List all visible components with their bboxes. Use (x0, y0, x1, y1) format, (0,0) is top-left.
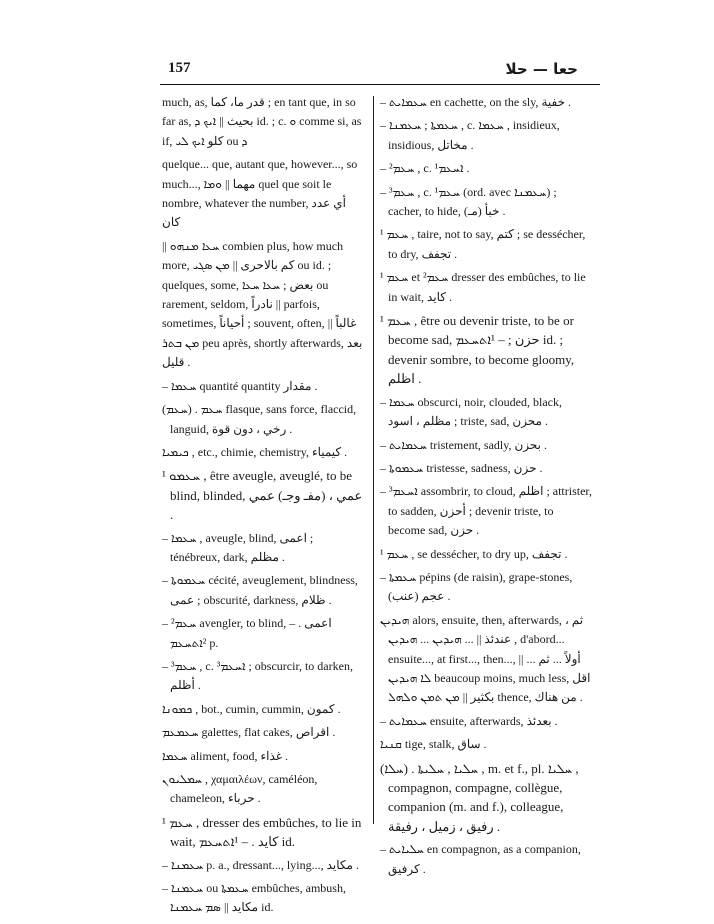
dictionary-entry: ¹ ܚܥܡ , dresser des embûches, to lie in wait, كايد . – ¹ܐܬܚܥܡ id. (162, 814, 362, 850)
dictionary-entry: – ܚܥܡܐܝܬ tristement, sadly, بحزن . (380, 437, 547, 452)
dictionary-entry: – ܚܥܡܐ quantité quantity مقدار . (162, 378, 318, 393)
header-rule (160, 84, 600, 85)
dictionary-entry: – ³ܐܚܥܡ assombrir, to cloud, اظلم ; attrister, to sadden, أحزن ; devenir triste, to become sad, حزن . (380, 484, 592, 538)
running-head: حعا — حلا (505, 60, 578, 78)
dictionary-entry: ܚܡܠܝܘܢ , χαμαιλέων, caméléon, chameleon, حرباء . (162, 772, 318, 806)
dictionary-entry: ܚܥܡܥܡ galettes, flat cakes, اقراص . (162, 725, 336, 740)
dictionary-entry: – ܚܥܡܬܐ ; ܚܥܡܢܐ , c. ܚܥܡܐ , insidieux, insidious, مخاتل . (380, 118, 560, 152)
dictionary-entry: – ܚܥܡܢܐ ou ܚܥܡܬܐ embûches, ambush, مكايد || ܣܡ ܚܥܡܢܐ id. (162, 881, 346, 915)
dictionary-entry: – ²ܚܥܡ , c. ¹ܐܚܥܡ . (380, 161, 470, 176)
dictionary-entry: ¹ ܚܥܡ , se dessécher, to dry up, تجفف . (380, 546, 568, 561)
dictionary-entry: – ܚܠܝܐܝܬ en compagnon, as a companion, كرفيق . (380, 842, 581, 876)
dictionary-entry: much, as, قدر ما، كما ; en tant que, in so far as, بحيث || ܐܝܟ ܕ id. ; c. ܘ comme si, as if, كلو ܐܝܟ ܠܝ ou ܕ (162, 95, 362, 148)
right-column (380, 93, 592, 883)
left-column (162, 93, 366, 922)
dictionary-entry: ¹ ܚܥܡܘ , être aveugle, aveuglé, to be blind, blinded, عمي ، (مفـ وجـ) عمي . (162, 468, 363, 523)
dictionary-entry: – ܚܥܡܬܐ pépins (de raisin), grape-stones, عجم (عنب) . (380, 569, 573, 604)
dictionary-entry: – ³ܚܥܡ , c. ³ܐܚܥܡ ; obscurcir, to darken, أظلم . (162, 658, 353, 693)
dictionary-entry: – ܚܥܡܘܬܐ tristesse, sadness, حزن . (380, 460, 543, 475)
dictionary-entry: ܟܝܡܝܐ , etc., chimie, chemistry, كيمياء . (162, 444, 348, 459)
dictionary-entry: ¹ ܚܥܡ , taire, not to say, كتم ; se dessécher, to dry, تجفف . (380, 227, 586, 261)
dictionary-entry: – ܚܥܡܘܬܐ cécité, aveuglement, blindness, عمى ; obscurité, darkness, ظلام . (162, 573, 358, 607)
dictionary-entry: – ²ܚܥܡ avengler, to blind, اعمى . – ²ܐܬܚܥܡ p. (162, 616, 332, 650)
dictionary-entry: quelque... que, autant que, however..., so much..., مهما || ܘܡܐ quel que soit le nombre, whatever the number, أي عدد كان (162, 157, 358, 230)
dictionary-entry: (ܚܠܐ) . ܚܠܝܐ , ܚܠܝܬܐ , m. et f., pl. ܚܠܝܐ , compagnon, compagne, collègue, companion (m. and f.), colleague, رفيق ، زميل ، رفيقة . (380, 760, 579, 834)
dictionary-entry: || ܚܥܐ ܡܢܗܘ combien plus, how much more, كم بالاحرى || ܡܢ ܣܓܝ ou id. ; quelques, some, بعض ; ܚܥܐ ܚܥܐ ou rarement, seldom, نادراً || parfois, sometimes, أحياناً ; souvent, often, غالباً || ܡܢ ܒܬܪ peu après, shortly afterwards, بعد قليل . (162, 238, 363, 370)
dictionary-entry: – ܚܥܡܐ obscurci, noir, clouded, black, مظلم ، اسود ; triste, sad, محزن . (380, 394, 562, 429)
dictionary-entry: – ³ܚܥܡ , c. ¹ܚܥܡ (ord. avec ܚܥܡܢܐ) ; cacher, to hide, (مـ) خبأ . (380, 184, 557, 219)
dictionary-entry: – ܚܥܡܢܐ p. a., dressant..., lying..., مكايد . (162, 857, 359, 872)
dictionary-entry: – ܚܥܡܐ , aveugle, blind, اعمى ; ténébreux, dark, مظلم . (162, 530, 314, 564)
dictionary-entry: – ܚܥܡܐܝܬ en cachette, on the sly, خفية . (380, 95, 571, 109)
dictionary-entry: ܩܢܝܐ tige, stalk, ساق . (380, 737, 487, 752)
dictionary-entry: – ܚܥܡܐܝܬ ensuite, afterwards, بعدئذ . (380, 713, 558, 728)
dictionary-entry: (ܚܥܡ) . ܚܥܡ flasque, sans force, flaccid, languid, رخي ، دون قوة . (162, 402, 357, 436)
dictionary-entry: ¹ ܚܥܡ et ²ܚܥܡ dresser des embûches, to lie in wait, كايد . (380, 270, 586, 304)
dictionary-entry: ܗܝܕܝܢ alors, ensuite, then, afterwards, ثم ، عندئذ || ... ܗܝܕܝܢ ... ܗܝܕܝܢ , d'abord... ensuite..., at first..., then..., أولاً ... ثم ... || ܠܐ ܗܝܕܝܢ beaucoup moins, much less, اقل بكثير || ܡܢ ܬܡܢ ܘܠܗܠ thence, من هناك . (380, 612, 591, 705)
dictionary-entry: ܚܥܡܐ aliment, food, غذاء . (162, 748, 289, 763)
dictionary-entry: ܟܡܘܢܐ , bot., cumin, cummin, كمون . (162, 701, 341, 716)
column-divider (373, 96, 374, 824)
page-number: 157 (168, 60, 191, 76)
dictionary-entry: ¹ ܚܥܡ , être ou devenir triste, to be or become sad, حزن ; – ¹ܐܬܚܥܡ id. ; devenir sombre, to become gloomy, اظلم . (380, 313, 575, 387)
